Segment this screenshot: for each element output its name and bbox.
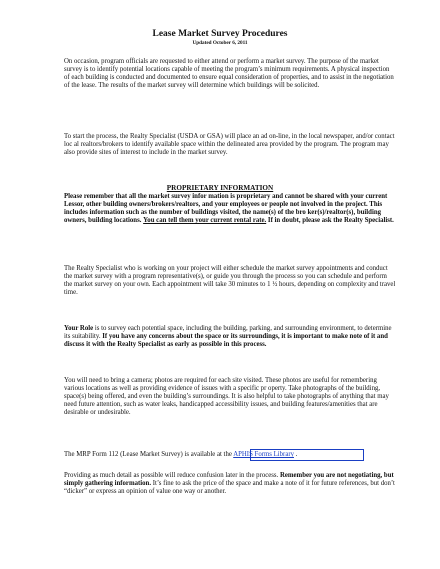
aphis-forms-library-link[interactable]: APHIS Forms Library: [233, 451, 294, 458]
paragraph-your-role: [64, 325, 396, 349]
document-title: Lease Market Survey Procedures: [152, 29, 288, 39]
not-negotiating-note: Remember you are not negotiating, but simply gathering information.: [64, 472, 394, 488]
paragraph-start-process: To start the process, the Realty Specialist (USDA or GSA) will place an ad on-line, in the local newspaper, and/or contact loc al realtors/brokers to identify available space within the delineated area provided by the program. The program may also provide sites of interest to include in the market survey.: [64, 133, 395, 157]
paragraph-camera: You will need to bring a camera; photos are required for each site visited. These photos are useful for remembering various locations as well as providing evidence of issues with a specific pr operty. Take photographs of the building, space(s) being offered, and even the building’s surroundings. It is also helpful to take photographs of anything that may need future attention, such as water leaks, handicapped accessibility issues, and building features/amenities that are desirable or undesirable.: [64, 377, 389, 417]
updated-date: Updated October 6, 2011: [192, 40, 248, 46]
proprietary-tail: If in doubt, please ask the Realty Specialist.: [266, 217, 394, 225]
form-end: .: [294, 451, 298, 458]
your-role-concerns: If you have any concerns about the space or its surroundings, it is important to make note of it and discuss it with the Realty Specialist as early as possible in this process.: [64, 333, 388, 349]
paragraph-appointments: The Realty Specialist who is working on your project will either schedule the market survey appointments and conduct the market survey with a program representative(s), or guide you through the process so you can schedule and perform the market survey on your own. Each appointment will take 30 minutes to 1 ½ hours, depending on complexity and travel time.: [64, 265, 396, 297]
paragraph-detail: [64, 472, 396, 496]
paragraph-proprietary: [64, 193, 396, 225]
your-role-text: is to survey each potential space, including the building, parking, and surrounding environment, to determine its suitability.: [64, 325, 392, 341]
paragraph-purpose: On occasion, program officials are requested to either attend or perform a market survey. The purpose of the market survey is to identify potential locations capable of meeting the program’s minimum requirements. A physical inspection of each building is conducted and documented to ensure equal consideration of properties, and to assist in the negotiation of the lease. The results of the market survey will determine which buildings will be solicited.: [64, 58, 394, 90]
rental-rate-note: You can tell them your current rental rate.: [143, 217, 267, 225]
proprietary-heading: PROPRIETARY INFORMATION: [166, 184, 274, 192]
your-role-label: Your Role: [64, 325, 94, 332]
proprietary-warning: Please remember that all the market survey infor mation is proprietary and cannot be shared with your current Lessor, other building owners/brokers/realtors, and your employees or people not involved in the project. This includes information such as the number of buildings visited, the name(s) of the bro ker(s)/realtor(s), building owners, building locations.: [64, 193, 388, 225]
detail-tail: It’s fine to ask the price of the space and make a note of it for future references, but don’t “dicker” or express an opinion of value one way or another.: [64, 480, 395, 496]
detail-text: Providing as much detail as possible will reduce confusion later in the process.: [64, 472, 280, 479]
form-text: The MRP Form 112 (Lease Market Survey) is available at the: [64, 451, 234, 458]
link-highlight-box: [250, 449, 364, 461]
